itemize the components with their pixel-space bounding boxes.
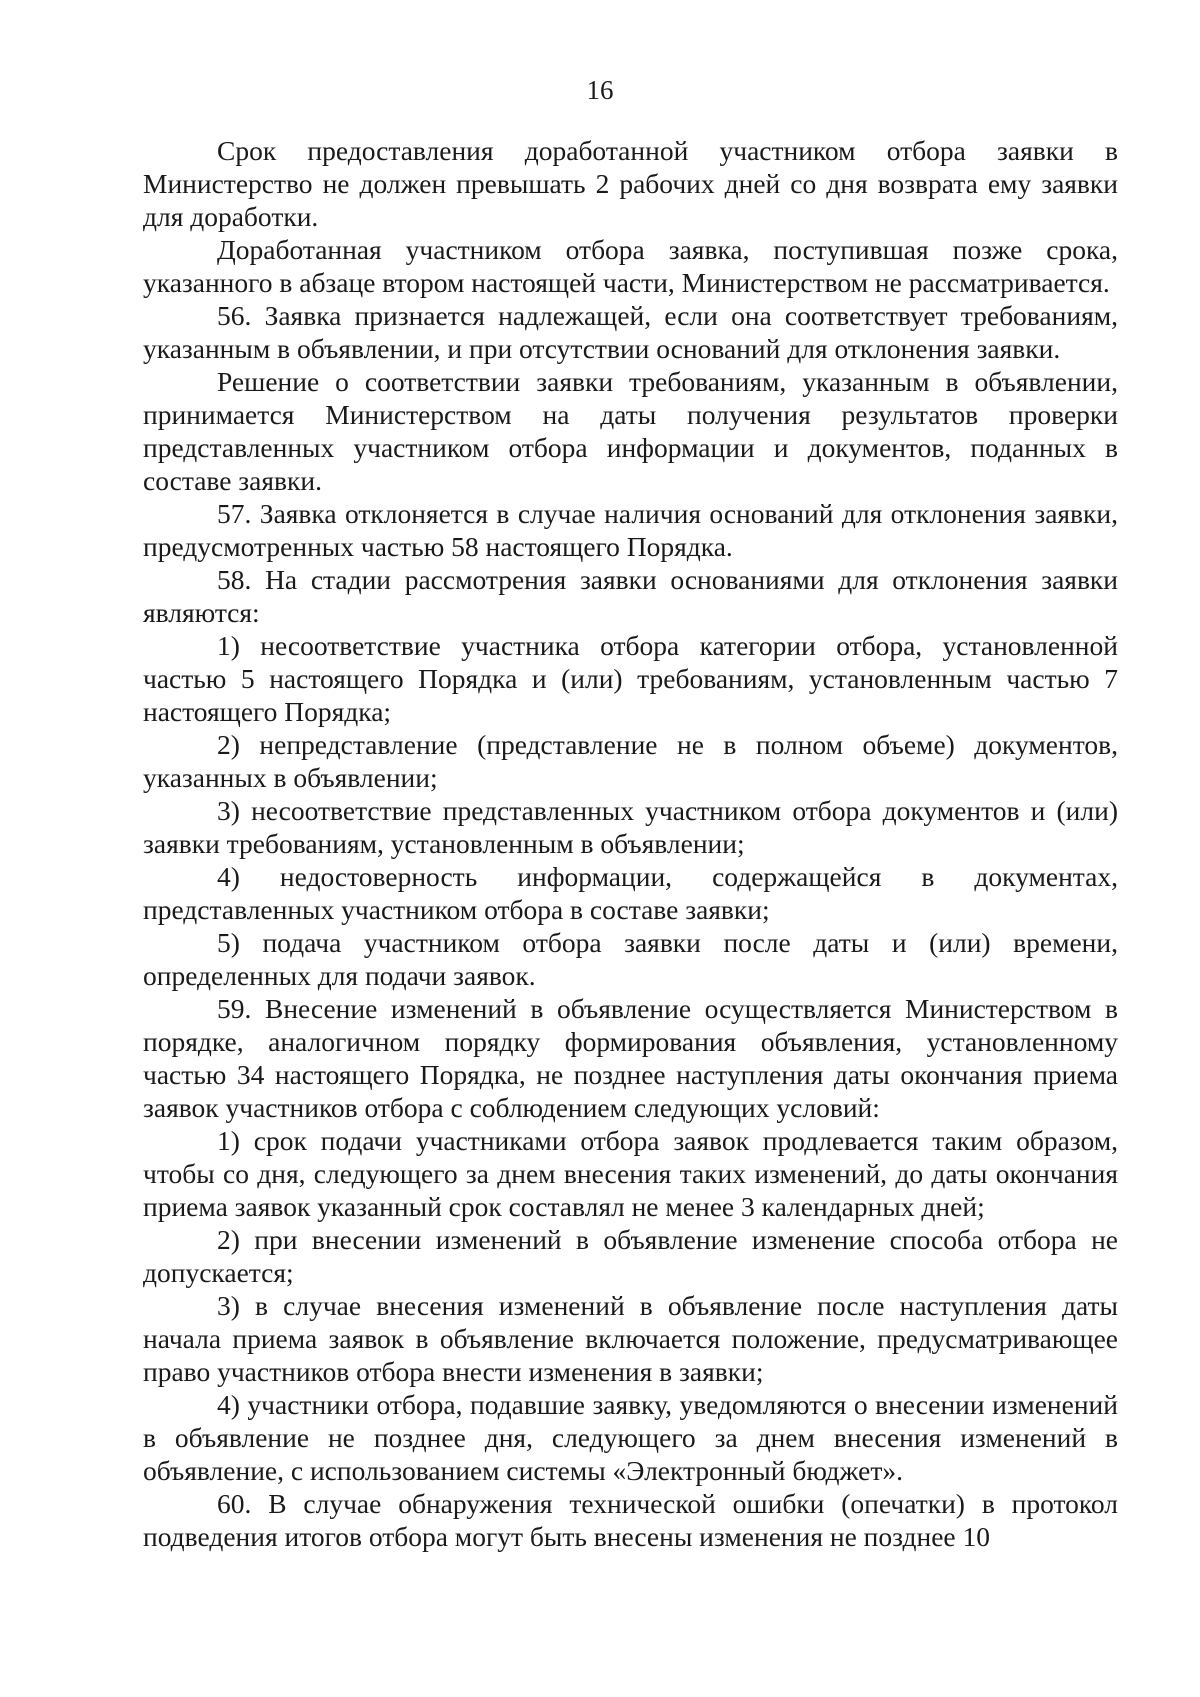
- paragraph-59-item-1: 1) срок подачи участниками отбора заявок продлевается таким образом, чтобы со дня, следующего за днем внесения таких изменений, до даты окончания приема заявок указанный срок составлял не менее 3 календарных дней;: [143, 1125, 1118, 1222]
- page-number: 16: [586, 75, 614, 105]
- paragraph-58: 58. На стадии рассмотрения заявки основаниями для отклонения заявки являются:: [143, 564, 1118, 628]
- paragraph-55-late-submission: Доработанная участником отбора заявка, поступившая позже срока, указанного в абзаце втором настоящей части, Министерством не рассматривается.: [143, 234, 1118, 298]
- paragraph-58-item-5: 5) подача участником отбора заявки после даты и (или) времени, определенных для подачи заявок.: [143, 927, 1118, 991]
- paragraph-59-item-3: 3) в случае внесения изменений в объявление после наступления даты начала приема заявок в объявление включается положение, предусматривающее право участников отбора внести изменения в заявки;: [143, 1290, 1118, 1387]
- paragraph-59: 59. Внесение изменений в объявление осуществляется Министерством в порядке, аналогичном порядку формирования объявления, установленному частью 34 настоящего Порядка, не позднее наступления даты окончания приема заявок участников отбора с соблюдением следующих условий:: [143, 993, 1118, 1123]
- paragraph-58-item-4: 4) недостоверность информации, содержащейся в документах, представленных участником отбора в составе заявки;: [143, 861, 1118, 925]
- document-body: [143, 134, 1118, 1553]
- paragraph-59-item-2: 2) при внесении изменений в объявление изменение способа отбора не допускается;: [143, 1224, 1118, 1288]
- paragraph-60: 60. В случае обнаружения технической ошибки (опечатки) в протокол подведения итогов отбора могут быть внесены изменения не позднее 10: [143, 1488, 1118, 1552]
- paragraph-57: 57. Заявка отклоняется в случае наличия оснований для отклонения заявки, предусмотренных частью 58 настоящего Порядка.: [143, 498, 1118, 562]
- paragraph-55-deadline: Срок предоставления доработанной участником отбора заявки в Министерство не должен превышать 2 рабочих дней со дня возврата ему заявки для доработки.: [143, 135, 1118, 232]
- paragraph-58-item-1: 1) несоответствие участника отбора категории отбора, установленной частью 5 настоящего Порядка и (или) требованиям, установленным частью 7 настоящего Порядка;: [143, 630, 1118, 727]
- paragraph-58-item-2: 2) непредставление (представление не в полном объеме) документов, указанных в объявлении;: [143, 729, 1118, 793]
- paragraph-56: 56. Заявка признается надлежащей, если она соответствует требованиям, указанным в объявлении, и при отсутствии оснований для отклонения заявки.: [143, 300, 1118, 364]
- paragraph-59-item-4: 4) участники отбора, подавшие заявку, уведомляются о внесении изменений в объявление не позднее дня, следующего за днем внесения изменений в объявление, с использованием системы «Электронный бюджет».: [143, 1389, 1118, 1486]
- paragraph-56-decision: Решение о соответствии заявки требованиям, указанным в объявлении, принимается Министерством на даты получения результатов проверки представленных участником отбора информации и документов, поданных в составе заявки.: [143, 366, 1118, 496]
- paragraph-58-item-3: 3) несоответствие представленных участником отбора документов и (или) заявки требованиям, установленным в объявлении;: [143, 795, 1118, 859]
